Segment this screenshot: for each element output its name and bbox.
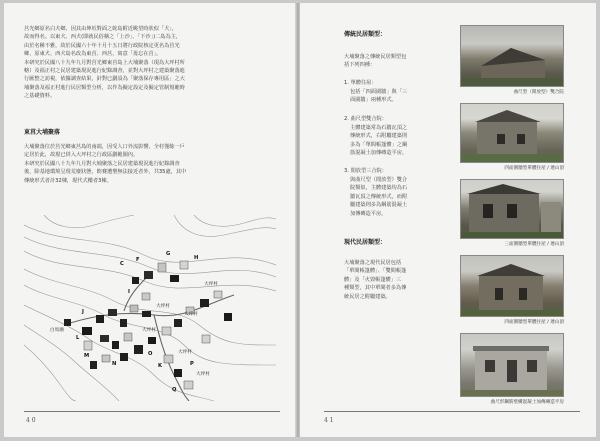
item-3-title: 3. 閒放型三合院： bbox=[344, 168, 387, 174]
map-drawing bbox=[24, 215, 276, 401]
settlement-map bbox=[24, 215, 276, 401]
left-page bbox=[4, 3, 296, 437]
section-title-modern: 現代民居類型： bbox=[344, 239, 387, 246]
map-label-village: 大坪村 bbox=[196, 372, 210, 377]
photo-three-wall-house bbox=[460, 179, 564, 239]
photo-5-image bbox=[461, 334, 564, 397]
map-letter: P bbox=[190, 361, 194, 367]
map-letter: C bbox=[120, 261, 124, 267]
map-letter: K bbox=[158, 363, 163, 369]
photo-1-image bbox=[461, 26, 564, 87]
map-letter: J bbox=[82, 309, 84, 315]
book-spread bbox=[4, 3, 596, 437]
intro-paragraph: 莒光鄉原名白犬鄉，因其由坤坵對面之蛇島附近眺望時狀似「犬」， 故而得名。以東犬、西犬(即就民俗稱之「上沙」、「下沙」)二島為主， 由於名稱不雅，故於民國六十年十月十五日將行政院核定更名為莒光 鄉，原東犬、西犬島名改為東莒、西莒，寓意「毋忘在莒」。 本研究於民國八十九年九月對莒光鄉東莒島上大埔聚落（現為大坪村所 轄）及福正村之民居建築現況進行紀錄調查，並對大坪村之建築聚落進 行匯整之訪視，依據調查結果，針對已劃設為「聚落保存專用區」之大 埔聚落及福正村進行民居類型分析，以作為擬定設定及擬定管制規範時 之基礎資料。 bbox=[24, 26, 185, 100]
item-2-text: 主體建築常為石牆瓦頂之 傳統形式，右附屬建築則 多為「單間帳篷體」之鋼 筋混凝土加傳磚造平房。 bbox=[350, 125, 408, 157]
footer-rule bbox=[24, 411, 280, 412]
item-2-title: 2. 曲尺型雙合院： bbox=[344, 116, 387, 122]
map-letter: M bbox=[84, 353, 90, 359]
photo-four-wall-house bbox=[460, 103, 564, 163]
page-number-right: 4 1 bbox=[324, 417, 334, 424]
map-label-village: 大坪村 bbox=[204, 282, 218, 287]
map-letter: O bbox=[148, 351, 153, 357]
map-label-temple: 白馬廟 bbox=[50, 328, 64, 333]
photo-2-image bbox=[461, 104, 564, 163]
map-letter: Q bbox=[172, 387, 177, 393]
photo-modern-house bbox=[460, 333, 564, 397]
right-page bbox=[300, 3, 596, 437]
map-letter: L bbox=[76, 335, 80, 341]
traditional-intro: 大埔聚落之傳統民居類型包 括下列四種： bbox=[344, 54, 407, 69]
map-label-village: 大坪村 bbox=[142, 328, 156, 333]
photo-courtyard-house bbox=[460, 25, 564, 87]
section-title-dapu: 東莒大埔聚落 bbox=[24, 129, 61, 136]
photo-1-caption: 曲尺型（閒放型）雙合院 bbox=[513, 90, 564, 95]
photo-4-image bbox=[461, 256, 564, 317]
map-label-village: 大坪村 bbox=[178, 350, 192, 355]
modern-paragraph: 大埔聚落之現代民居包括 「單間帳篷體」、「雙間帳篷 體」及「火毀帳篷體」三 種類型，其中單間者多為傳 統民居之附屬建築。 bbox=[344, 260, 407, 300]
item-1-text: 包括「四面圍牆」與「三 面圍牆」兩種形式。 bbox=[350, 89, 408, 104]
map-label-village: 大坪村 bbox=[156, 304, 170, 309]
photo-four-wall-house-2 bbox=[460, 255, 564, 317]
map-letter: G bbox=[166, 251, 171, 257]
photo-2-caption: 四面圍牆型單體住屋 / 連山頂 bbox=[504, 166, 564, 171]
photo-3-caption: 三面圍牆型單體住屋 / 連山頂 bbox=[504, 242, 564, 247]
photo-3-image bbox=[461, 180, 564, 239]
map-letter: N bbox=[112, 361, 117, 367]
map-label-village: 大坪村 bbox=[184, 312, 198, 317]
map-letter: H bbox=[194, 255, 199, 261]
photo-5-caption: 曲尺形鋼筋壁構混凝土加傳磚造平房 bbox=[490, 400, 564, 405]
map-letter: I bbox=[128, 289, 130, 295]
contour-lines bbox=[24, 215, 276, 401]
item-1-title: 1. 單體住屋： bbox=[344, 80, 377, 86]
section-title-traditional: 傳統民居類型： bbox=[344, 31, 387, 38]
page-number-left: 4 0 bbox=[26, 417, 36, 424]
photo-4-caption: 四面圍牆型單體住屋 / 連山頂 bbox=[504, 320, 564, 325]
dapu-paragraph: 大埔聚落位於莒光鄉東莒島的南端，因受人口外流影響，全村僅餘一戶 定居於此，故現已併入大坪村之行政區劃範圍內。 本研究於民國八十九年九月對大埔聚落之民居建築現況進行紀錄調查 後，除基地環境呈現荒廢狀態，飭賽遭墾無法接近者外，共35處，其中 傳統形式者計32棟，現代式樓者3棟。 bbox=[24, 144, 187, 184]
footer-rule-right bbox=[324, 411, 580, 412]
item-3-text: 與曲尺型（閒放型）雙合 院類似，主體建築均為石 牆瓦頂之傳統形式，而附 屬建築則多為鋼筋混凝土 加傳磚造平房。 bbox=[350, 177, 408, 217]
map-letter: F bbox=[136, 257, 140, 263]
